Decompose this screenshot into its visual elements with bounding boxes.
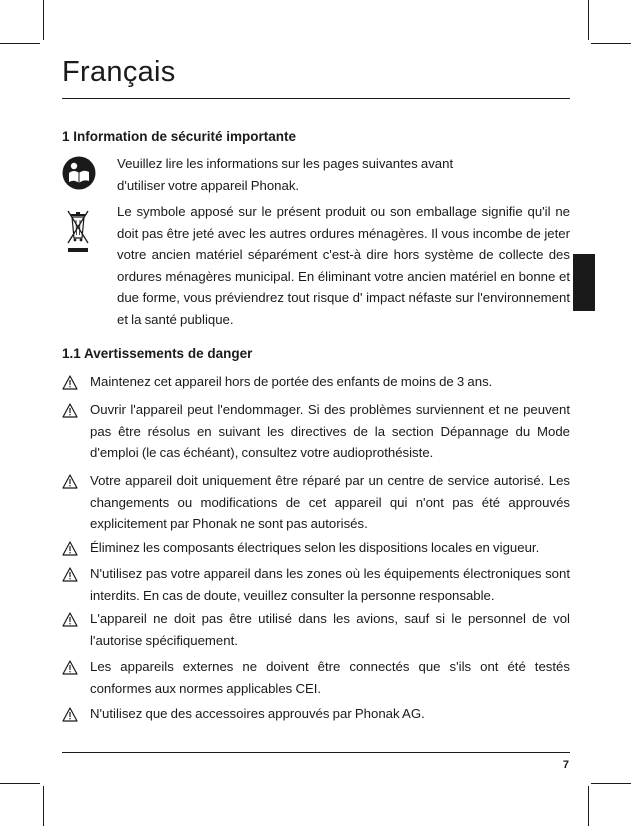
warning-text: Votre appareil doit uniquement être réparé par un centre de service autorisé. Les changements ou modifications de cet appareil qui n'ont pas été approuvés explicitement par Phonak ne sont pas autorisés. (90, 473, 570, 531)
warning-triangle-icon (62, 403, 78, 418)
warning-triangle-icon (62, 660, 78, 675)
crop-mark (588, 786, 589, 826)
warning-item (62, 563, 570, 606)
crop-mark (43, 0, 44, 40)
warning-text: N'utilisez pas votre appareil dans les zones où les équipements électroniques sont interdits. En cas de doute, veuillez consulter la personne responsable. (90, 566, 570, 603)
warning-text: Éliminez les composants électriques selon les dispositions locales en vigueur. (90, 540, 540, 555)
disposal-text: Le symbole apposé sur le présent produit ou son emballage signifie qu'il ne doit pas être jeté avec les autres ordures ménagères. Il vous incombe de jeter votre ancien matériel séparément c'est-à dire hors système de collecte des ordures ménagères municipal. En éliminant votre ancien matériel en bonne et due forme, vous préviendrez tout risque d' impact néfaste sur l'environnement et la santé publique. (117, 204, 570, 327)
intro-text: Veuillez lire les informations sur les pages suivantes avant d'utiliser votre appareil Phonak. (117, 156, 454, 193)
warning-item (62, 371, 570, 393)
crop-mark (591, 783, 631, 784)
warning-triangle-icon (62, 375, 78, 390)
crop-mark (588, 0, 589, 40)
header-rule (62, 98, 570, 99)
crop-mark (591, 43, 631, 44)
page-number: 7 (562, 759, 569, 771)
crop-mark (0, 783, 40, 784)
crop-mark (0, 43, 40, 44)
warning-triangle-icon (62, 567, 78, 582)
warning-text: Ouvrir l'appareil peut l'endommager. Si des problèmes surviennent et ne peuvent pas être résolus en suivant les directives de la section Dépannage du Mode d'emploi (le cas échéant), consultez votre audioprothésiste. (90, 402, 570, 460)
crop-mark (43, 786, 44, 826)
read-manual-icon (62, 156, 96, 190)
warning-triangle-icon (62, 474, 78, 489)
warning-item (62, 537, 570, 559)
footer-rule (62, 752, 570, 753)
page-title: Français (62, 56, 176, 88)
warning-triangle-icon (62, 541, 78, 556)
warning-text: Les appareils externes ne doivent être connectés que s'ils ont été testés conformes aux normes applicables CEI. (90, 659, 570, 696)
section-heading: 1 Information de sécurité importante (62, 129, 297, 144)
warning-item (62, 656, 570, 699)
warning-text: L'appareil ne doit pas être utilisé dans les avions, sauf si le personnel de vol l'autorise spécifiquement. (90, 611, 570, 648)
warning-item (62, 608, 570, 651)
warning-item (62, 703, 570, 725)
warning-text: Maintenez cet appareil hors de portée des enfants de moins de 3 ans. (90, 374, 493, 389)
warning-item (62, 470, 570, 535)
subsection-heading: 1.1 Avertissements de danger (62, 346, 253, 361)
warning-triangle-icon (62, 612, 78, 627)
warning-triangle-icon (62, 707, 78, 722)
warning-item (62, 399, 570, 464)
crossed-bin-icon (66, 208, 90, 256)
warning-text: N'utilisez que des accessoires approuvés par Phonak AG. (90, 706, 425, 721)
thumb-tab (573, 254, 595, 311)
